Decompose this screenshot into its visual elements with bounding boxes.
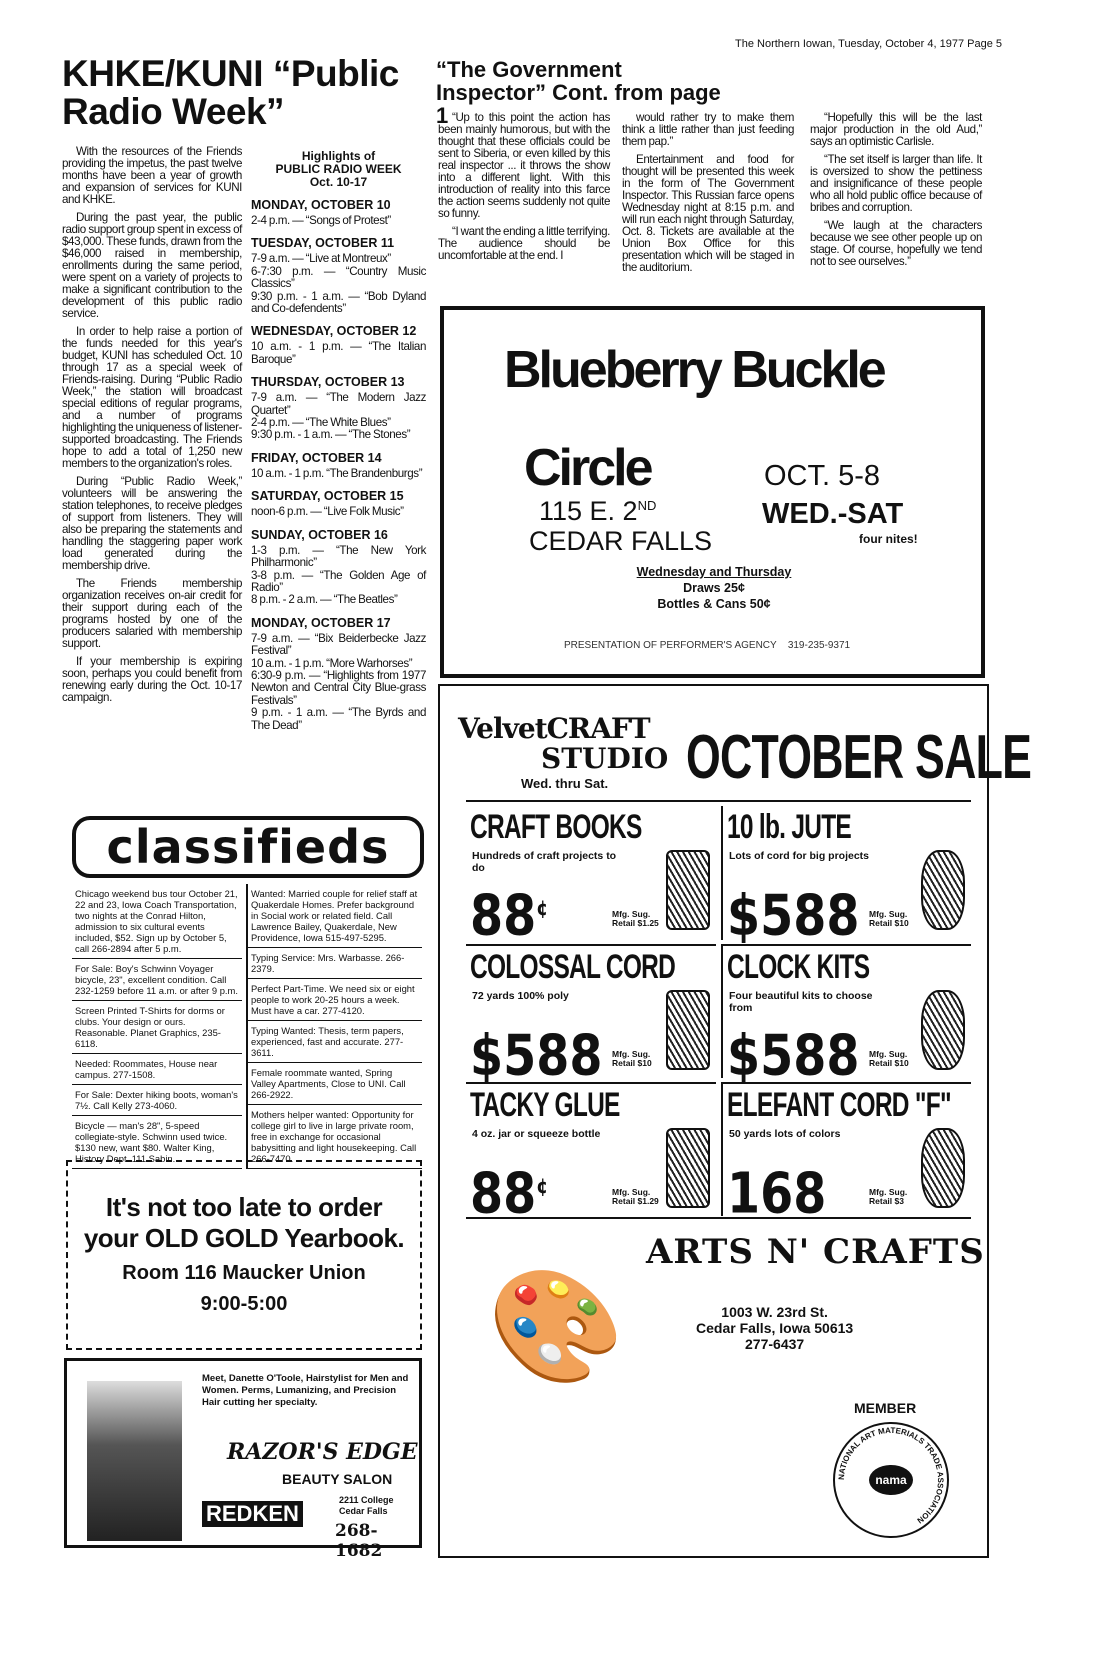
product-illustration-icon	[666, 850, 710, 930]
item-desc: Four beautiful kits to choose from	[729, 990, 873, 1014]
address: 115 E. 2	[539, 496, 638, 526]
paragraph: Entertainment and food for thought will be presented this week in the form of The Government Inspector. This Russian farce opens Wednesday night at 8:15 p.m. and will run each night through Saturday, Oct. 8. Tickets are available at the Union Box Office for this presentation which will be staged in the auditorium.	[622, 153, 794, 274]
program-listing: 7-9 a.m. — “Bix Beiderbecke Jazz Festival”	[251, 631, 426, 658]
paragraph: With the resources of the Friends providing the impetus, the past twelve months have been a year of growth and expansion of services for KUNI and KHKE.	[62, 145, 242, 206]
price-value: $588	[727, 1023, 860, 1089]
sale-item	[721, 1082, 971, 1227]
classified-ad: For Sale: Boy's Schwinn Voyager bicycle, 23", excellent condition. Call 232-1259 before 11 a.m. or after 9 p.m.	[72, 959, 242, 1001]
item-price	[470, 880, 549, 949]
divider	[466, 1217, 971, 1219]
product-illustration-icon	[921, 850, 965, 930]
program-listing: 9:30 p.m. - 1 a.m. — “The Stones”	[251, 428, 411, 442]
razors-edge-ad	[64, 1358, 422, 1561]
item-price	[727, 880, 860, 949]
classified-ad: Chicago weekend bus tour October 21, 22 and 23, Iowa Coach Transportation, two nights at the Conrad Hilton, admission to six cultural events included, $52. Sign up by October 5, call 266-2894 after 5 p.m.	[72, 884, 242, 959]
paragraph: If your membership is expiring soon, perhaps you could benefit from renewing early during the Oct. 10-17 campaign.	[62, 655, 242, 704]
paragraph: “The set itself is larger than life. It is oversized to show the pettiness and insignificance of these people who all hold public office because of bribes and corruption.	[810, 153, 982, 214]
paragraph: “Hopefully this will be the last major production in the old Aud,” says an optimistic Carlisle.	[810, 111, 982, 148]
retail-price: Mfg. Sug. Retail $10	[612, 1049, 652, 1068]
store-name: ARTS N' CRAFTS	[646, 1232, 985, 1272]
divider	[466, 800, 971, 802]
item-desc: 50 yards lots of colors	[729, 1128, 841, 1140]
item-price	[470, 1158, 549, 1227]
sale-days: Wed. thru Sat.	[521, 776, 609, 791]
program-listing: 2-4 p.m. — “The White Blues”	[251, 416, 391, 430]
price-value: 88	[470, 1161, 537, 1227]
price-value: $588	[470, 1023, 603, 1089]
hl-line: PUBLIC RADIO WEEK	[275, 162, 402, 176]
venue-city: CEDAR FALLS	[529, 526, 713, 556]
item-desc: 72 yards 100% poly	[472, 990, 569, 1002]
venue-name: Circle	[524, 439, 651, 497]
day-heading: TUESDAY, OCTOBER 11	[251, 236, 395, 251]
item-price	[727, 1020, 860, 1089]
item-title: 10 lb. JUTE	[727, 808, 852, 846]
october-sale: OCTOBER SALE	[686, 723, 1032, 792]
sale-item	[466, 944, 716, 1089]
paragraph: During the past year, the public radio support group spent in excess of $43,000. These funds, drawn from the $46,000 raised in membership, enrollments during the same period, were spent on a variety of projects to make a significant contribution to the development of this public radio service.	[62, 211, 242, 320]
member-label: MEMBER	[854, 1400, 917, 1416]
paragraph: would rather try to make them think a little rather than just feeding them pap.”	[622, 111, 794, 148]
paragraph: The Friends membership organization receives on-air credit for their support during each of the programs hosted by one of the producers salaried with membership support.	[62, 577, 242, 650]
classified-ad: Typing Wanted: Thesis, term papers, experienced, fast and accurate. 277-3611.	[248, 1021, 422, 1063]
product-illustration-icon	[921, 1128, 965, 1208]
classified-ad: Typing Service: Mrs. Warbasse. 266-2379.	[248, 948, 422, 979]
product-illustration-icon	[666, 990, 710, 1070]
salon-address	[339, 1495, 394, 1517]
addr-line: Cedar Falls, Iowa 50613	[696, 1320, 854, 1336]
hl-line: Highlights of	[301, 149, 376, 163]
special: Wednesday and Thursday	[636, 565, 792, 579]
clown-illustration-icon: 🎨	[487, 1265, 625, 1388]
program-listing: 8 p.m. - 2 a.m. — “The Beatles”	[251, 593, 398, 607]
addr-line: 277-6437	[745, 1336, 805, 1352]
venue-address	[539, 496, 656, 527]
sale-item	[721, 944, 971, 1089]
program-listing: 10 a.m. - 1 p.m. “More Warhorses”	[251, 656, 413, 670]
inspector-headline: “The Government Inspector” Cont. from page 1	[436, 57, 721, 128]
days: WED.-SAT	[762, 498, 904, 530]
brand-studio: STUDIO	[541, 742, 669, 775]
classified-ad: Perfect Part-Time. We need six or eight people to work 20-25 hours a week. Must have a car. 277-4120.	[248, 979, 422, 1021]
day-heading: SUNDAY, OCTOBER 16	[251, 527, 388, 542]
yearbook-line1: It's not too late to order	[105, 1192, 383, 1222]
day-heading: MONDAY, OCTOBER 17	[251, 615, 391, 630]
program-listing: 6-7:30 p.m. — “Country Music Classics”	[251, 264, 426, 291]
day-heading: FRIDAY, OCTOBER 14	[251, 450, 382, 465]
yearbook-hours: 9:00-5:00	[200, 1293, 288, 1315]
addr: 2211 College	[339, 1495, 394, 1505]
item-desc: Lots of cord for big projects	[729, 850, 870, 862]
nama-logo: nama	[875, 1473, 907, 1487]
inspector-col-2	[622, 112, 794, 280]
yearbook-room: Room 116 Maucker Union	[122, 1262, 366, 1284]
item-title: CRAFT BOOKS	[470, 808, 642, 846]
program-listing: 2-4 p.m. — “Songs of Protest”	[251, 214, 391, 227]
item-title: TACKY GLUE	[470, 1086, 620, 1124]
program-listing: 1-3 p.m. — “The New York Philharmonic”	[251, 543, 426, 570]
paragraph: In order to help raise a portion of the funds needed for this year's budget, KUNI has scheduled Oct. 10 through 17 as a special week of Friends-raising. During “Public Radio Week,” the station will broadcast special editions of regular programs, and a number of programs highlighting the uniqueness of listener-supported broadcasting. The Friends hope to add a total of 1,250 new members to the organization's roles.	[62, 325, 242, 470]
classifieds-right	[246, 884, 422, 1169]
retail-price: Mfg. Sug. Retail $1.25	[612, 909, 659, 928]
price-unit: ¢	[536, 1174, 549, 1198]
day-heading: WEDNESDAY, OCTOBER 12	[251, 324, 417, 339]
item-title: COLOSSAL CORD	[470, 948, 676, 986]
page-folio: The Northern Iowan, Tuesday, October 4, 1977 Page 5	[735, 38, 1003, 50]
inspector-col-3	[810, 112, 982, 274]
classifieds-banner	[72, 816, 424, 878]
retail-price: Mfg. Sug. Retail $1.29	[612, 1187, 659, 1206]
paragraph: “Up to this point the action has been mainly humorous, but with the thought that these officials could be sent to Siberia, or even killed by this real inspector ... it throws the show into a different light. With this introduction of reality into this farce the action seems suddenly not quite so funny.	[438, 111, 610, 220]
classified-ad: For Sale: Dexter hiking boots, woman's 7½. Call Kelly 273-4060.	[72, 1085, 242, 1116]
sale-item	[466, 806, 716, 949]
razor-text: Meet, Danette O'Toole, Hairstylist for Men and Women. Perms, Lumanizing, and Precision Hair cutting her specialty.	[202, 1373, 409, 1408]
velvet-craft-ad	[440, 686, 1032, 1556]
salon-label: BEAUTY SALON	[282, 1471, 393, 1487]
item-title: ELEFANT CORD "F"	[727, 1086, 951, 1124]
blueberry-buckle-ad	[440, 306, 985, 678]
item-title: CLOCK KITS	[727, 948, 870, 986]
program-listing: 10 a.m. - 1 p.m. — “The Italian Baroque”	[251, 340, 426, 366]
radio-article-body	[62, 146, 242, 710]
paragraph: “I want the ending a little terrifying. The audience should be uncomfortable at the end. I	[438, 225, 610, 262]
sale-item	[721, 806, 971, 949]
price-value: 168	[727, 1161, 827, 1227]
price-unit: ¢	[536, 896, 549, 920]
store-address	[696, 1304, 853, 1352]
sale-item	[466, 1082, 716, 1227]
hl-line: Oct. 10-17	[309, 175, 368, 189]
phone: 319-235-9371	[787, 640, 851, 651]
band-name: Blueberry Buckle	[504, 341, 884, 399]
classified-ad: Bicycle — man's 28", 5-speed collegiate-style. Schwinn used twice. $130 new, want $80. Walter King, History Dept. 111 Sabin.	[72, 1116, 242, 1169]
program-listing: 7-9 a.m. — “The Modern Jazz Quartet”	[251, 391, 426, 417]
program-listing: 9:30 p.m. - 1 a.m. — “Bob Dyland and Co-defendents”	[251, 289, 426, 316]
razor-name: RAZOR'S EDGE	[227, 1439, 418, 1465]
assoc-name: NATIONAL ART MATERIALS TRADE ASSOCIATION	[836, 1425, 946, 1526]
nama-seal	[831, 1420, 951, 1540]
price-value: $588	[727, 883, 860, 949]
addr: Cedar Falls	[339, 1506, 388, 1516]
item-price	[470, 1020, 603, 1089]
day-heading: SATURDAY, OCTOBER 15	[251, 489, 404, 504]
price-value: 88	[470, 883, 537, 949]
product-illustration-icon	[666, 1128, 710, 1208]
four-nites: four nites!	[859, 532, 918, 546]
address-sup: ND	[637, 498, 657, 513]
stylist-photo	[87, 1381, 182, 1541]
nama-seal-graphic	[831, 1420, 951, 1540]
day-heading: THURSDAY, OCTOBER 13	[251, 375, 405, 390]
highlights-title	[251, 150, 426, 189]
classifieds-title: classifieds	[106, 820, 390, 874]
program-listing: 6:30-9 p.m. — “Highlights from 1977 Newton and Central City Blue-grass Festivals”	[251, 668, 426, 707]
inspector-col-1	[438, 112, 610, 268]
radio-highlights	[251, 150, 426, 732]
retail-price: Mfg. Sug. Retail $3	[869, 1187, 908, 1206]
retail-price: Mfg. Sug. Retail $10	[869, 1049, 909, 1068]
product-illustration-icon	[921, 990, 965, 1070]
classified-ad: Wanted: Married couple for relief staff at Quakerdale Homes. Prefer background in Social work or related field. Call Lawrence Bailey, Quakerdale, New Providence, Iowa 515-497-5295.	[248, 884, 422, 948]
classified-ad: Mothers helper wanted: Opportunity for college girl to live in large private room, free in exchange for occasional babysitting and light housekeeping. Call 266-7470.	[248, 1105, 422, 1169]
classified-ad: Screen Printed T-Shirts for dorms or clubs. Your design or ours. Reasonable. Planet Graphics, 235-6118.	[72, 1001, 242, 1054]
classifieds-left	[72, 884, 242, 1169]
radio-headline: KHKE/KUNI “Public Radio Week”	[62, 53, 399, 132]
yearbook-ad	[66, 1160, 422, 1350]
salon-phone: 268-1682	[335, 1521, 383, 1561]
yearbook-line2: your OLD GOLD Yearbook.	[83, 1223, 405, 1253]
ad-footer	[564, 640, 850, 651]
day-heading: MONDAY, OCTOBER 10	[251, 198, 391, 212]
specials	[594, 564, 834, 612]
brand-velvet: VelvetCRAFT	[458, 712, 650, 745]
redken-logo: REDKEN	[202, 1501, 303, 1527]
paragraph: During “Public Radio Week,” volunteers will be answering the station telephones, to receive pledges of support from listeners. They will also be preparing the statements and handling the staggering paper work load generated during the membership drive.	[62, 475, 242, 572]
item-price	[727, 1158, 827, 1227]
agency: PRESENTATION OF PERFORMER'S AGENCY	[564, 640, 777, 651]
item-desc: 4 oz. jar or squeeze bottle	[472, 1128, 601, 1140]
program-listing: 9 p.m. - 1 a.m. — “The Byrds and The Dead”	[251, 706, 426, 732]
program-listing: 3-8 p.m. — “The Golden Age of Radio”	[251, 568, 426, 594]
program-listing: 10 a.m. - 1 p.m. “The Brandenburgs”	[251, 466, 423, 480]
program-listing: 7-9 a.m. — “Live at Montreux”	[251, 252, 391, 266]
special: Bottles & Cans 50¢	[657, 597, 771, 611]
program-listing: noon-6 p.m. — “Live Folk Music”	[251, 505, 404, 519]
classified-ad: Female roommate wanted, Spring Valley Apartments, Close to UNI. Call 266-2922.	[248, 1063, 422, 1105]
retail-price: Mfg. Sug. Retail $10	[869, 909, 909, 928]
item-desc: Hundreds of craft projects to do	[472, 850, 617, 874]
classified-ad: Needed: Roommates, House near campus. 277-1508.	[72, 1054, 242, 1085]
addr-line: 1003 W. 23rd St.	[721, 1304, 828, 1320]
special: Draws 25¢	[683, 581, 745, 595]
dates: OCT. 5-8	[764, 460, 881, 492]
paragraph: “We laugh at the characters because we see other people up on stage. Of course, hopefully we tend not to see ourselves.”	[810, 219, 982, 268]
